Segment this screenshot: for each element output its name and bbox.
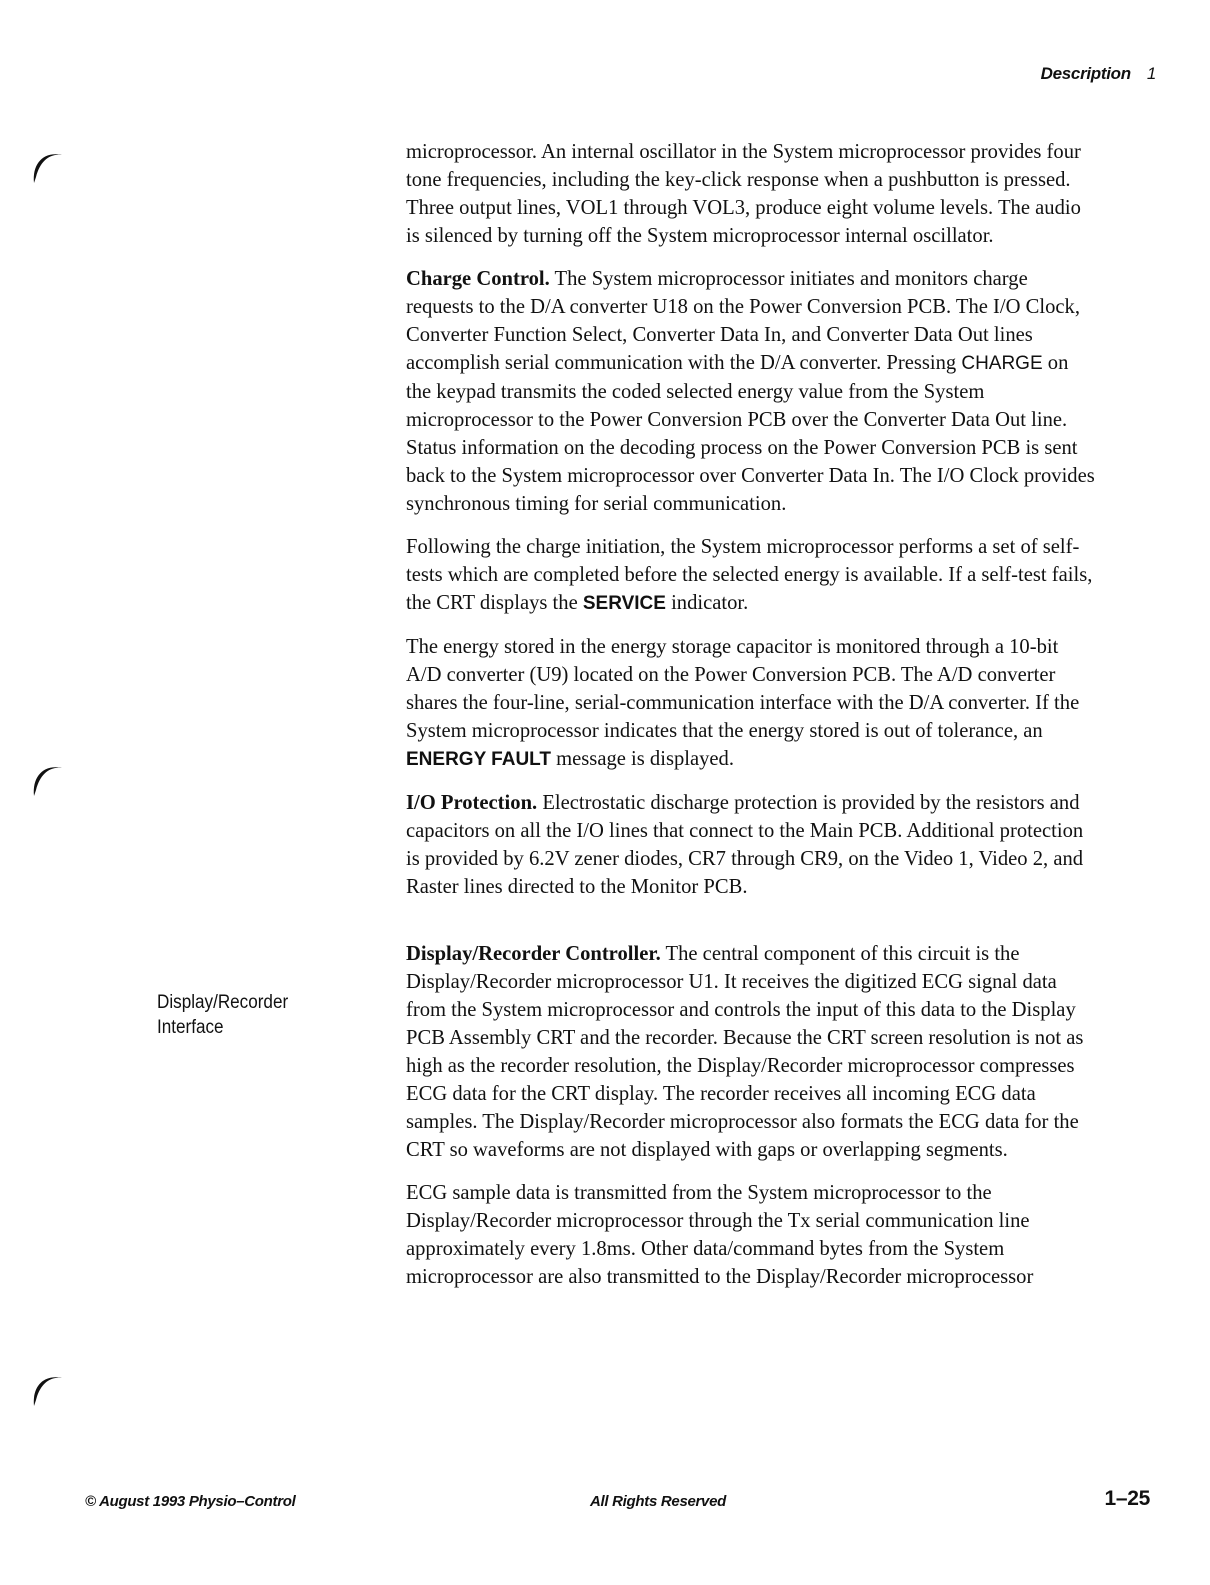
- side-heading-line2: Interface: [157, 1017, 224, 1038]
- run-in-heading-io-protection: I/O Protection.: [406, 792, 538, 814]
- binder-hole-mark-icon: [28, 1366, 68, 1426]
- footer-copyright: © August 1993 Physio–Control: [85, 1493, 296, 1510]
- run-in-heading-charge-control: Charge Control.: [406, 268, 550, 290]
- header-section: Description: [1040, 64, 1131, 83]
- binder-hole-mark-icon: [28, 143, 68, 203]
- indicator-service: SERVICE: [582, 593, 666, 614]
- paragraph-display-recorder-controller: Display/Recorder Controller. The central component of this circuit is the Display/Recorder microprocessor U1. It receives the digitized ECG signal data from the System microprocessor and controls the input of this data to the Display PCB Assembly CRT and the recorder. Because the CRT screen resolution is not as high as the recorder resolution, the Display/Recorder microprocessor compresses ECG data for the CRT display. The recorder receives all incoming ECG data samples. The Display/Recorder microprocessor also formats the ECG data for the CRT so waveforms are not displayed with gaps or overlapping segments.: [406, 943, 1084, 1161]
- paragraph-charge-control: Charge Control. The System microprocessor initiates and monitors charge requests to the D/A converter U18 on the Power Conversion PCB. The I/O Clock, Converter Function Select, Converter Data In, and Converter Data Out lines accomplish serial communication with the D/A converter. Pressing CHARGE on the keypad transmits the coded selected energy value from the System microprocessor to the Power Conversion PCB over the Converter Data Out line. Status information on the decoding process on the Power Conversion PCB is sent back to the System microprocessor over Converter Data In. The I/O Clock provides synchronous timing for serial communication.: [406, 268, 1095, 515]
- running-header: [1041, 64, 1156, 84]
- footer-rights: All Rights Reserved: [590, 1493, 727, 1510]
- paragraph-audio: microprocessor. An internal oscillator in the System microprocessor provides four tone frequencies, including the key-click response when a pushbutton is pressed. Three output lines, VOL1 through VOL3, produce eight volume levels. The audio is silenced by turning off the System microprocessor internal oscillator.: [406, 141, 1081, 247]
- header-chapter: 1: [1146, 64, 1156, 83]
- keypad-key-charge: CHARGE: [961, 353, 1043, 374]
- paragraph-self-test: Following the charge initiation, the System microprocessor performs a set of self-tests which are completed before the selected energy is available. If a self-test fails, the CRT displays the SERVICE indicator.: [406, 536, 1093, 614]
- body-text: [406, 138, 1096, 1306]
- page-number: 1–25: [1104, 1487, 1150, 1510]
- paragraph-io-protection: I/O Protection. Electrostatic discharge protection is provided by the resistors and capacitors on all the I/O lines that connect to the Main PCB. Additional protection is provided by 6.2V zener diodes, CR7 through CR9, on the Video 1, Video 2, and Raster lines directed to the Monitor PCB.: [406, 792, 1084, 898]
- run-in-heading-display-recorder-controller: Display/Recorder Controller.: [406, 943, 661, 965]
- paragraph-ecg-sample-data: ECG sample data is transmitted from the System microprocessor to the Display/Recorder microprocessor through the Tx serial communication line approximately every 1.8ms. Other data/command bytes from the System microprocessor are also transmitted to the Display/Recorder microprocessor: [406, 1182, 1034, 1288]
- side-heading-line1: Display/Recorder: [157, 992, 289, 1013]
- side-heading: [157, 990, 288, 1040]
- message-energy-fault: ENERGY FAULT: [406, 749, 551, 770]
- binder-hole-mark-icon: [28, 756, 68, 816]
- paragraph-energy-monitor: The energy stored in the energy storage capacitor is monitored through a 10-bit A/D converter (U9) located on the Power Conversion PCB. The A/D converter shares the four-line, serial-communication interface with the D/A converter. If the System microprocessor indicates that the energy stored is out of tolerance, an ENERGY FAULT message is displayed.: [406, 636, 1080, 770]
